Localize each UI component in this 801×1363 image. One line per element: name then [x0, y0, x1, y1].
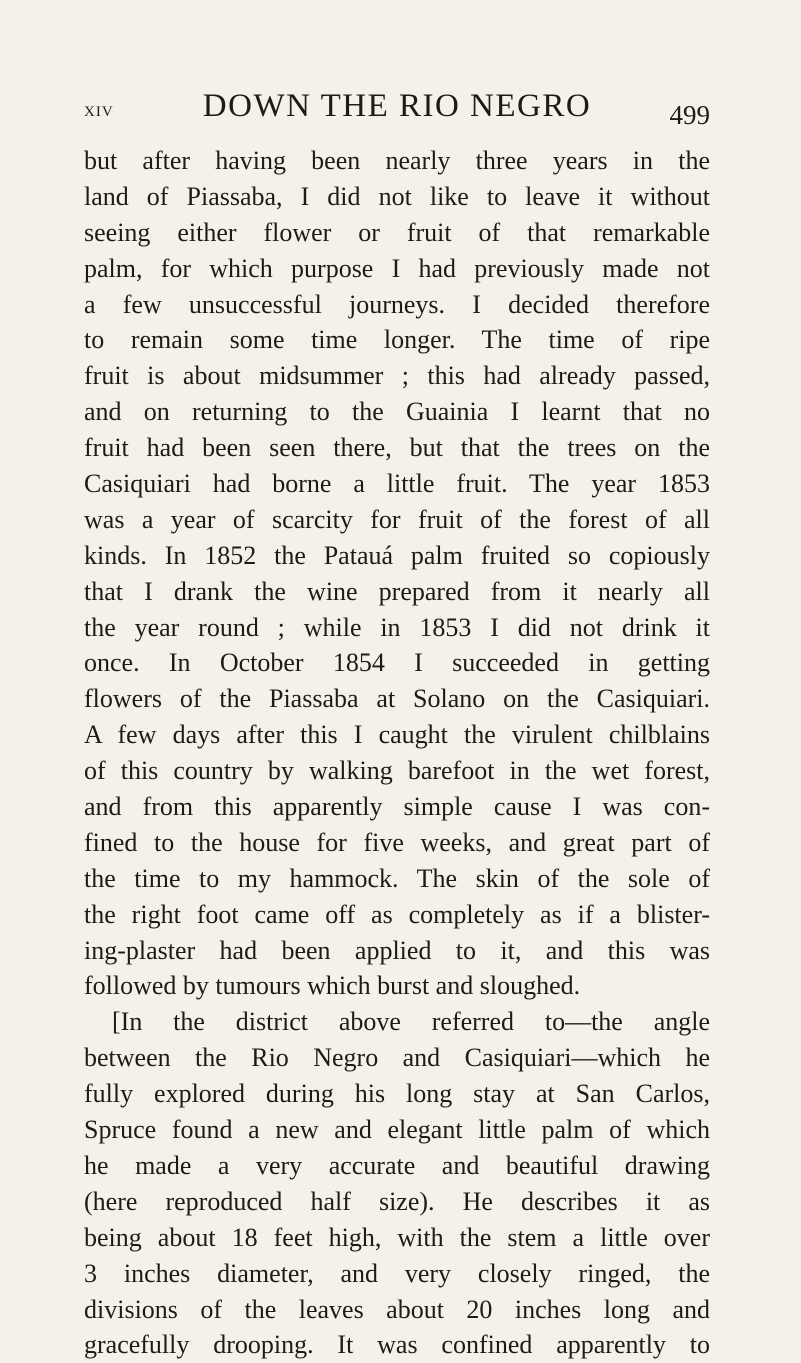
page-number: 499: [669, 100, 710, 130]
text-line: once. In October 1854 I succeeded in getting: [84, 648, 710, 678]
text-line: land of Piassaba, I did not like to leave it without: [84, 181, 710, 211]
text-line: between the Rio Negro and Casiquiari—which he: [84, 1043, 710, 1073]
text-line: the right foot came off as completely as if a blister-: [84, 899, 710, 929]
text-line: [In the district above referred to—the angle: [112, 1007, 710, 1037]
text-line: fruit is about midsummer ; this had already passed,: [84, 361, 710, 391]
text-line: A few days after this I caught the virulent chilblains: [84, 720, 710, 750]
text-line: of this country by walking barefoot in the wet forest,: [84, 756, 710, 786]
text-line: seeing either flower or fruit of that remarkable: [84, 217, 710, 247]
text-line: kinds. In 1852 the Patauá palm fruited so copiously: [84, 540, 710, 570]
running-title: DOWN THE RIO NEGRO: [202, 88, 592, 124]
body-text: [84, 143, 710, 1363]
text-line: Casiquiari had borne a little fruit. The year 1853: [84, 469, 710, 499]
text-line: to remain some time longer. The time of ripe: [84, 325, 710, 355]
text-line: being about 18 feet high, with the stem a little over: [84, 1222, 710, 1252]
running-head: [84, 88, 710, 132]
text-line: the year round ; while in 1853 I did not drink it: [84, 612, 710, 642]
text-line: and on returning to the Guainia I learnt that no: [84, 397, 710, 427]
text-line: (here reproduced half size). He describes it as: [84, 1186, 710, 1216]
chapter-number: XIV: [84, 104, 114, 120]
text-line: divisions of the leaves about 20 inches long and: [84, 1294, 710, 1324]
text-line: palm, for which purpose I had previously made not: [84, 253, 710, 283]
text-line: a few unsuccessful journeys. I decided therefore: [84, 289, 710, 319]
text-line: he made a very accurate and beautiful drawing: [84, 1150, 710, 1180]
text-line: the time to my hammock. The skin of the sole of: [84, 863, 710, 893]
text-line: was a year of scarcity for fruit of the forest of all: [84, 504, 710, 534]
text-line: ing-plaster had been applied to it, and this was: [84, 935, 710, 965]
text-line: 3 inches diameter, and very closely ringed, the: [84, 1258, 710, 1288]
text-line: flowers of the Piassaba at Solano on the Casiquiari.: [84, 684, 710, 714]
text-line: fully explored during his long stay at San Carlos,: [84, 1079, 710, 1109]
text-line: Spruce found a new and elegant little palm of which: [84, 1115, 710, 1145]
text-line: and from this apparently simple cause I was con-: [84, 792, 710, 822]
text-line: but after having been nearly three years in the: [84, 146, 710, 175]
text-line: followed by tumours which burst and sloughed.: [84, 971, 581, 1001]
text-line: fruit had been seen there, but that the trees on the: [84, 433, 710, 463]
text-line: fined to the house for five weeks, and great part of: [84, 827, 710, 857]
text-line: that I drank the wine prepared from it nearly all: [84, 576, 710, 606]
text-line: gracefully drooping. It was confined apparently to: [84, 1330, 710, 1360]
